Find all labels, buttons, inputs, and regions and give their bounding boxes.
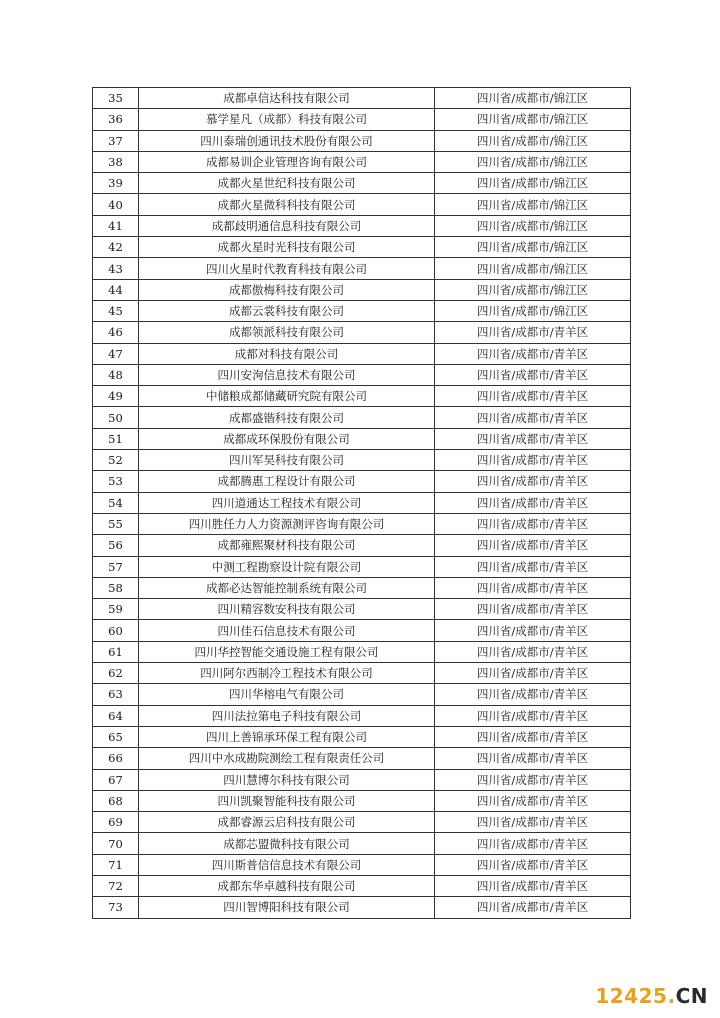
company-name-cell: 成都睿源云启科技有限公司 [139, 812, 435, 833]
company-name-cell: 慕学星凡（成都）科技有限公司 [139, 109, 435, 130]
company-name-cell: 四川斯普信信息技术有限公司 [139, 854, 435, 875]
region-cell: 四川省/成都市/青羊区 [435, 450, 631, 471]
company-name-cell: 成都火星世纪科技有限公司 [139, 173, 435, 194]
region-cell: 四川省/成都市/青羊区 [435, 748, 631, 769]
company-name-cell: 四川佳石信息技术有限公司 [139, 620, 435, 641]
region-cell: 四川省/成都市/锦江区 [435, 88, 631, 109]
company-name-cell: 四川军昊科技有限公司 [139, 450, 435, 471]
company-name-cell: 成都芯盟微科技有限公司 [139, 833, 435, 854]
region-cell: 四川省/成都市/青羊区 [435, 535, 631, 556]
table-row [93, 897, 631, 918]
region-cell: 四川省/成都市/青羊区 [435, 897, 631, 918]
site-watermark [595, 984, 708, 1008]
region-cell: 四川省/成都市/青羊区 [435, 663, 631, 684]
region-cell: 四川省/成都市/青羊区 [435, 705, 631, 726]
company-list-body [93, 88, 631, 919]
table-row [93, 300, 631, 321]
table-row [93, 109, 631, 130]
table-row [93, 428, 631, 449]
row-number-cell: 49 [93, 386, 139, 407]
table-row [93, 386, 631, 407]
row-number-cell: 45 [93, 300, 139, 321]
region-cell: 四川省/成都市/青羊区 [435, 833, 631, 854]
table-row [93, 88, 631, 109]
company-name-cell: 成都领派科技有限公司 [139, 322, 435, 343]
row-number-cell: 43 [93, 258, 139, 279]
table-row [93, 173, 631, 194]
row-number-cell: 50 [93, 407, 139, 428]
row-number-cell: 60 [93, 620, 139, 641]
region-cell: 四川省/成都市/青羊区 [435, 875, 631, 896]
company-name-cell: 成都傲梅科技有限公司 [139, 279, 435, 300]
company-name-cell: 成都盛锴科技有限公司 [139, 407, 435, 428]
region-cell: 四川省/成都市/青羊区 [435, 471, 631, 492]
table-row [93, 556, 631, 577]
table-row [93, 151, 631, 172]
row-number-cell: 63 [93, 684, 139, 705]
table-row [93, 130, 631, 151]
region-cell: 四川省/成都市/锦江区 [435, 109, 631, 130]
row-number-cell: 58 [93, 577, 139, 598]
company-name-cell: 四川道通达工程技术有限公司 [139, 492, 435, 513]
table-row [93, 237, 631, 258]
company-name-cell: 四川精容数安科技有限公司 [139, 599, 435, 620]
company-name-cell: 成都东华卓越科技有限公司 [139, 875, 435, 896]
row-number-cell: 72 [93, 875, 139, 896]
region-cell: 四川省/成都市/锦江区 [435, 258, 631, 279]
row-number-cell: 44 [93, 279, 139, 300]
table-row [93, 705, 631, 726]
row-number-cell: 64 [93, 705, 139, 726]
row-number-cell: 36 [93, 109, 139, 130]
row-number-cell: 57 [93, 556, 139, 577]
company-name-cell: 中测工程勘察设计院有限公司 [139, 556, 435, 577]
region-cell: 四川省/成都市/青羊区 [435, 556, 631, 577]
company-name-cell: 中储粮成都储藏研究院有限公司 [139, 386, 435, 407]
table-row [93, 726, 631, 747]
table-row [93, 258, 631, 279]
row-number-cell: 69 [93, 812, 139, 833]
company-name-cell: 成都易训企业管理咨询有限公司 [139, 151, 435, 172]
table-row [93, 663, 631, 684]
region-cell: 四川省/成都市/青羊区 [435, 684, 631, 705]
company-name-cell: 成都卓信达科技有限公司 [139, 88, 435, 109]
region-cell: 四川省/成都市/锦江区 [435, 237, 631, 258]
table-row [93, 599, 631, 620]
row-number-cell: 62 [93, 663, 139, 684]
company-name-cell: 四川凯聚智能科技有限公司 [139, 790, 435, 811]
region-cell: 四川省/成都市/青羊区 [435, 322, 631, 343]
row-number-cell: 48 [93, 364, 139, 385]
table-row [93, 790, 631, 811]
region-cell: 四川省/成都市/青羊区 [435, 364, 631, 385]
row-number-cell: 70 [93, 833, 139, 854]
row-number-cell: 46 [93, 322, 139, 343]
row-number-cell: 66 [93, 748, 139, 769]
row-number-cell: 51 [93, 428, 139, 449]
table-row [93, 748, 631, 769]
table-row [93, 407, 631, 428]
company-name-cell: 成都雍熙聚材科技有限公司 [139, 535, 435, 556]
company-name-cell: 四川法拉第电子科技有限公司 [139, 705, 435, 726]
region-cell: 四川省/成都市/锦江区 [435, 215, 631, 236]
row-number-cell: 54 [93, 492, 139, 513]
row-number-cell: 39 [93, 173, 139, 194]
region-cell: 四川省/成都市/青羊区 [435, 812, 631, 833]
company-name-cell: 四川胜任力人力资源测评咨询有限公司 [139, 513, 435, 534]
company-name-cell: 成都火星微科科技有限公司 [139, 194, 435, 215]
row-number-cell: 40 [93, 194, 139, 215]
company-name-cell: 成都必达智能控制系统有限公司 [139, 577, 435, 598]
region-cell: 四川省/成都市/青羊区 [435, 790, 631, 811]
watermark-suffix: CN [675, 984, 708, 1008]
row-number-cell: 37 [93, 130, 139, 151]
region-cell: 四川省/成都市/锦江区 [435, 300, 631, 321]
region-cell: 四川省/成都市/锦江区 [435, 173, 631, 194]
company-name-cell: 四川火星时代教育科技有限公司 [139, 258, 435, 279]
row-number-cell: 55 [93, 513, 139, 534]
table-row [93, 492, 631, 513]
region-cell: 四川省/成都市/青羊区 [435, 599, 631, 620]
row-number-cell: 59 [93, 599, 139, 620]
table-row [93, 343, 631, 364]
row-number-cell: 52 [93, 450, 139, 471]
table-row [93, 812, 631, 833]
table-row [93, 215, 631, 236]
region-cell: 四川省/成都市/青羊区 [435, 641, 631, 662]
region-cell: 四川省/成都市/青羊区 [435, 386, 631, 407]
row-number-cell: 71 [93, 854, 139, 875]
region-cell: 四川省/成都市/锦江区 [435, 194, 631, 215]
company-name-cell: 成都对科技有限公司 [139, 343, 435, 364]
row-number-cell: 53 [93, 471, 139, 492]
company-name-cell: 四川中水成勘院测绘工程有限责任公司 [139, 748, 435, 769]
table-row [93, 450, 631, 471]
row-number-cell: 68 [93, 790, 139, 811]
region-cell: 四川省/成都市/青羊区 [435, 620, 631, 641]
row-number-cell: 41 [93, 215, 139, 236]
row-number-cell: 67 [93, 769, 139, 790]
table-row [93, 833, 631, 854]
table-row [93, 620, 631, 641]
row-number-cell: 65 [93, 726, 139, 747]
row-number-cell: 35 [93, 88, 139, 109]
region-cell: 四川省/成都市/锦江区 [435, 130, 631, 151]
region-cell: 四川省/成都市/青羊区 [435, 343, 631, 364]
region-cell: 四川省/成都市/锦江区 [435, 279, 631, 300]
watermark-dot: . [667, 984, 676, 1008]
company-name-cell: 四川上善锦承环保工程有限公司 [139, 726, 435, 747]
table-row [93, 322, 631, 343]
table-row [93, 684, 631, 705]
company-name-cell: 成都腾惠工程设计有限公司 [139, 471, 435, 492]
table-row [93, 875, 631, 896]
row-number-cell: 73 [93, 897, 139, 918]
row-number-cell: 56 [93, 535, 139, 556]
table-row [93, 769, 631, 790]
company-name-cell: 四川华榕电气有限公司 [139, 684, 435, 705]
company-name-cell: 四川阿尔西制冷工程技术有限公司 [139, 663, 435, 684]
table-row [93, 854, 631, 875]
row-number-cell: 61 [93, 641, 139, 662]
table-row [93, 194, 631, 215]
region-cell: 四川省/成都市/青羊区 [435, 513, 631, 534]
company-name-cell: 四川安洵信息技术有限公司 [139, 364, 435, 385]
region-cell: 四川省/成都市/青羊区 [435, 492, 631, 513]
company-list-table [92, 87, 631, 919]
company-name-cell: 四川华控智能交通设施工程有限公司 [139, 641, 435, 662]
table-row [93, 641, 631, 662]
company-name-cell: 成都歧明通信息科技有限公司 [139, 215, 435, 236]
table-row [93, 471, 631, 492]
company-name-cell: 四川泰瑞创通讯技术股份有限公司 [139, 130, 435, 151]
row-number-cell: 47 [93, 343, 139, 364]
company-name-cell: 成都成环保股份有限公司 [139, 428, 435, 449]
table-row [93, 513, 631, 534]
region-cell: 四川省/成都市/青羊区 [435, 769, 631, 790]
row-number-cell: 38 [93, 151, 139, 172]
company-name-cell: 四川智博阳科技有限公司 [139, 897, 435, 918]
watermark-number: 12425 [595, 984, 668, 1008]
company-name-cell: 四川慧博尔科技有限公司 [139, 769, 435, 790]
table-row [93, 535, 631, 556]
region-cell: 四川省/成都市/青羊区 [435, 854, 631, 875]
table-row [93, 279, 631, 300]
table-row [93, 577, 631, 598]
table-row [93, 364, 631, 385]
region-cell: 四川省/成都市/锦江区 [435, 151, 631, 172]
region-cell: 四川省/成都市/青羊区 [435, 726, 631, 747]
company-name-cell: 成都火星时光科技有限公司 [139, 237, 435, 258]
region-cell: 四川省/成都市/青羊区 [435, 407, 631, 428]
company-name-cell: 成都云裳科技有限公司 [139, 300, 435, 321]
region-cell: 四川省/成都市/青羊区 [435, 577, 631, 598]
region-cell: 四川省/成都市/青羊区 [435, 428, 631, 449]
row-number-cell: 42 [93, 237, 139, 258]
